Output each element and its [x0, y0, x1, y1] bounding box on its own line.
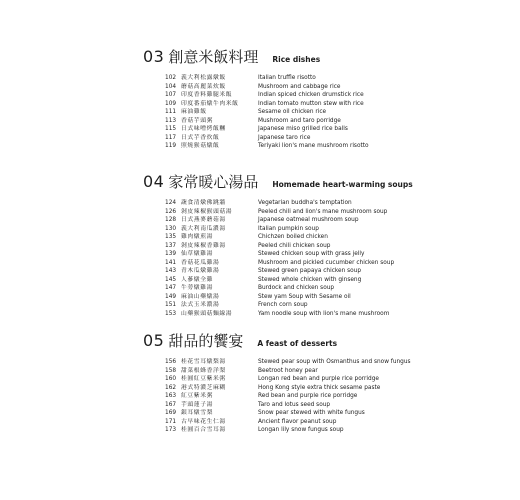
section-heading	[143, 330, 513, 352]
item-name-zh: 蔬食清燉佛跳牆	[181, 200, 226, 206]
item-code: 117	[165, 134, 177, 141]
section-title-en: A feast of desserts	[257, 339, 338, 348]
item-code: 141	[165, 259, 177, 266]
menu-item	[165, 108, 513, 117]
item-name-zh: 日式味噌烤飯糰	[181, 126, 226, 132]
menu-item	[165, 216, 513, 225]
item-name-zh: 古早味花生仁湯	[181, 418, 226, 425]
item-name-en: Taro and lotus seed soup	[258, 401, 331, 408]
menu-item	[165, 134, 513, 143]
menu-item	[165, 301, 513, 310]
item-name-zh: 雞肉燉煎湯	[181, 234, 213, 240]
item-name-zh: 日式燕麥蘑菇湯	[181, 217, 226, 223]
item-code: 162	[165, 384, 177, 391]
item-name-zh: 義大利松露燉飯	[181, 75, 226, 81]
menu-item	[165, 409, 513, 418]
item-name-zh: 法式玉米濃湯	[181, 302, 220, 308]
item-name-zh: 桂圓紅豆紫米粥	[181, 376, 226, 382]
menu-item	[165, 392, 513, 401]
section-title-en: Homemade heart-warming soups	[272, 180, 413, 189]
menu-item	[165, 310, 513, 319]
menu-item	[165, 250, 513, 259]
section-title-zh: 甜品的饗宴	[168, 332, 244, 350]
item-code: 151	[165, 302, 177, 308]
item-code: 143	[165, 268, 177, 274]
item-code: 137	[165, 242, 177, 249]
item-name-zh: 照燒猴菇燉飯	[181, 143, 220, 149]
item-name-en: Red bean and purple rice porridge	[258, 393, 358, 399]
item-name-en: Mushroom and pickled cucumber chicken soup	[258, 259, 395, 266]
item-code: 145	[165, 276, 177, 283]
item-name-en: Burdock and chicken soup	[258, 285, 335, 291]
menu-item	[165, 233, 513, 242]
item-code: 119	[165, 143, 177, 149]
item-name-en: Peeled chili and lion's mane mushroom soup	[258, 208, 388, 215]
item-code: 135	[165, 234, 177, 240]
section-number: 04	[143, 172, 165, 191]
item-code: 167	[165, 401, 177, 408]
menu-item	[165, 284, 513, 293]
section-rice-dishes	[143, 46, 513, 151]
menu-item	[165, 367, 513, 376]
item-name-zh: 銀耳燉雪梨	[181, 410, 213, 416]
menu-item	[165, 384, 513, 393]
item-name-en: Stew yam Soup with Sesame oil	[258, 293, 351, 300]
section-soups	[143, 171, 513, 318]
section-number: 03	[143, 47, 165, 66]
item-code: 156	[165, 359, 177, 365]
item-name-zh: 香菇芋頭粥	[181, 117, 213, 124]
item-name-en: French corn soup	[258, 302, 308, 308]
item-code: 115	[165, 126, 177, 132]
item-name-zh: 義大利南瓜濃湯	[181, 225, 226, 232]
item-name-zh: 印度香料雞腿米飯	[181, 92, 233, 98]
item-name-zh: 蘑菇高麗菜炊飯	[181, 83, 226, 90]
item-code: 130	[165, 225, 177, 232]
menu-item	[165, 293, 513, 302]
menu-item	[165, 259, 513, 268]
item-code: 158	[165, 367, 177, 374]
item-name-en: Japanese miso grilled rice balls	[258, 126, 348, 132]
section-title-en: Rice dishes	[272, 55, 321, 64]
item-code: 104	[165, 83, 177, 90]
item-code: 128	[165, 217, 177, 223]
item-name-en: Longan red bean and purple rice porridge	[258, 376, 379, 382]
item-code: 149	[165, 293, 177, 300]
item-code: 163	[165, 393, 177, 399]
menu-item	[165, 117, 513, 126]
item-name-en: Italian pumpkin soup	[258, 225, 319, 232]
item-name-en: Stewed pear soup with Osmanthus and snow fungus	[258, 359, 411, 365]
menu-item	[165, 125, 513, 134]
menu-item	[165, 91, 513, 100]
item-name-en: Stewed chicken soup with grass jelly	[258, 251, 365, 257]
item-name-en: Indian tomato mutton stew with rice	[258, 100, 364, 107]
section-title-zh: 創意米飯料理	[168, 48, 259, 66]
menu-item	[165, 199, 513, 208]
item-code: 113	[165, 117, 177, 124]
item-name-en: Hong Kong style extra thick sesame paste	[258, 384, 381, 391]
item-name-zh: 人蔘燉全雞	[181, 276, 213, 283]
item-name-en: Snow pear stewed with white fungus	[258, 410, 365, 416]
item-name-zh: 麻油山藥燉湯	[181, 293, 220, 300]
section-heading	[143, 171, 513, 193]
item-name-en: Chichzen boiled chicken	[258, 234, 328, 240]
section-number: 05	[143, 331, 165, 350]
menu-item	[165, 83, 513, 92]
item-name-en: Beetroot honey pear	[258, 367, 318, 374]
item-name-en: Italian truffle risotto	[258, 75, 316, 81]
menu-item	[165, 225, 513, 234]
section-title-zh: 家常暖心湯品	[168, 173, 259, 191]
item-name-en: Mushroom and cabbage rice	[258, 83, 341, 90]
menu-item	[165, 375, 513, 384]
menu-item	[165, 74, 513, 83]
item-code: 160	[165, 376, 177, 382]
section-heading	[143, 46, 513, 68]
item-name-en: Vegetarian buddha's temptation	[258, 200, 352, 206]
item-code: 147	[165, 285, 177, 291]
item-name-en: Stewed green papaya chicken soup	[258, 268, 362, 274]
item-code: 102	[165, 75, 177, 81]
item-name-en: Japanese oatmeal mushroom soup	[258, 217, 359, 223]
menu-item	[165, 418, 513, 427]
item-code: 126	[165, 208, 177, 215]
item-name-en: Ancient flavor peanut soup	[258, 418, 337, 425]
item-name-zh: 仙草燉雞湯	[181, 251, 213, 257]
item-name-en: Japanese taro rice	[258, 134, 311, 141]
item-name-zh: 芋頭蓮子湯	[181, 401, 213, 408]
item-name-zh: 牛蒡燉雞湯	[181, 285, 213, 291]
item-name-en: Sesame oil chicken rice	[258, 109, 327, 115]
item-name-en: Teriyaki lion's mane mushroom risotto	[258, 143, 369, 149]
menu-item	[165, 276, 513, 285]
item-code: 173	[165, 427, 177, 433]
item-code: 169	[165, 410, 177, 416]
menu-item-list	[165, 199, 513, 318]
menu-item-list	[165, 74, 513, 151]
item-name-en: Longan lily snow fungus soup	[258, 427, 344, 433]
item-name-zh: 桂花雪耳燉梨湯	[181, 359, 226, 365]
item-code: 109	[165, 100, 177, 107]
menu-item	[165, 100, 513, 109]
menu-item-list	[165, 358, 513, 435]
item-name-zh: 桂圓百合雪耳湯	[181, 427, 226, 433]
item-name-en: Mushroom and taro porridge	[258, 117, 341, 124]
item-name-zh: 剝皮辣椒猴頭菇湯	[181, 208, 233, 215]
item-name-en: Peeled chili chicken soup	[258, 242, 331, 249]
menu-item	[165, 208, 513, 217]
item-code: 124	[165, 200, 177, 206]
item-name-zh: 麻油雞飯	[181, 109, 207, 115]
menu-item	[165, 242, 513, 251]
menu-item	[165, 426, 513, 435]
item-name-zh: 剝皮辣椒香雞湯	[181, 242, 226, 249]
menu-item	[165, 358, 513, 367]
item-name-en: Stewed whole chicken with ginseng	[258, 276, 362, 283]
menu-item	[165, 401, 513, 410]
item-name-zh: 日式芋香炊飯	[181, 134, 220, 141]
item-code: 153	[165, 310, 177, 317]
menu-item	[165, 142, 513, 151]
menu-item	[165, 267, 513, 276]
section-desserts	[143, 330, 513, 435]
item-code: 171	[165, 418, 177, 425]
item-name-zh: 青木瓜燉雞湯	[181, 268, 220, 274]
item-name-zh: 紅豆紫米粥	[181, 393, 213, 399]
item-code: 107	[165, 92, 177, 98]
item-name-zh: 港式特濃芝麻糊	[181, 384, 226, 391]
item-name-zh: 印度番茄燉牛肉米飯	[181, 100, 239, 107]
item-name-zh: 山藥猴頭菇麵線湯	[181, 310, 233, 317]
item-name-en: Yam noodle soup with lion's mane mushroom	[258, 310, 390, 317]
item-name-en: Indian spiced chicken drumstick rice	[258, 92, 364, 98]
item-name-zh: 甜菜根蜂香洋梨	[181, 367, 226, 374]
item-code: 139	[165, 251, 177, 257]
item-code: 111	[165, 109, 177, 115]
item-name-zh: 香菇花瓜雞湯	[181, 259, 220, 266]
